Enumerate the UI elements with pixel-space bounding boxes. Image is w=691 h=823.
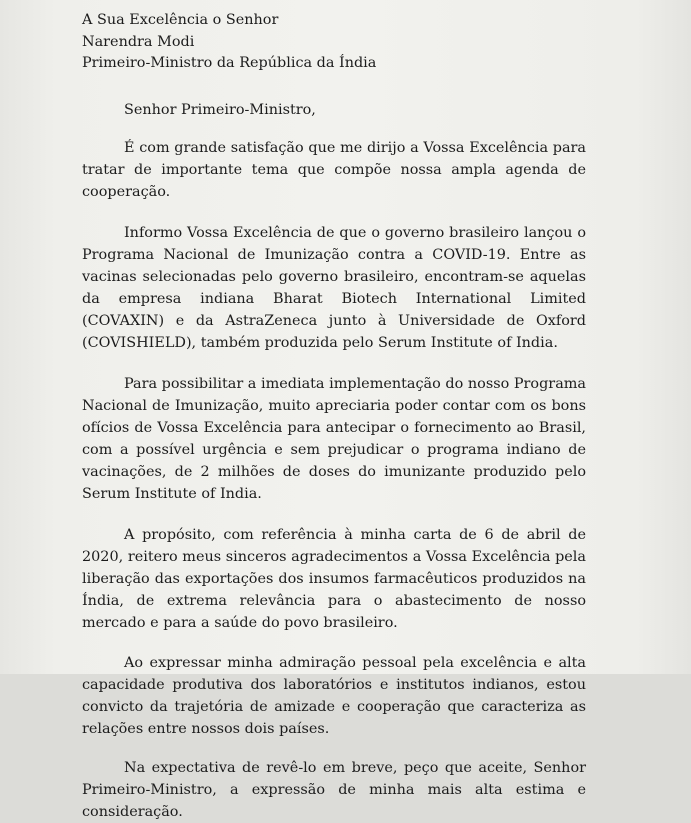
- paragraph-2: Informo Vossa Excelência de que o governo brasileiro lançou o Programa Nacional de Imunização contra a COVID-19. Entre as vacinas selecionadas pelo governo brasileiro, encontram-se aquelas da empresa indiana Bharat Biotech International Limited (COVAXIN) e da AstraZeneca junto à Universidade de Oxford (COVISHIELD), também produzida pelo Serum Institute of India.: [82, 224, 586, 351]
- paragraph-3: Para possibilitar a imediata implementação do nosso Programa Nacional de Imunização, muito apreciaria poder contar com os bons ofícios de Vossa Excelência para antecipar o fornecimento ao Brasil, com a possível urgência e sem prejudicar o programa indiano de vacinações, de 2 milhões de doses do imunizante produzido pelo Serum Institute of India.: [82, 375, 586, 502]
- addressee-line-3: Primeiro-Ministro da República da Índia: [82, 55, 377, 71]
- addressee-line-1: A Sua Excelência o Senhor: [82, 12, 279, 28]
- paragraph-1: É com grande satisfação que me dirijo a Vossa Excelência para tratar de importante tema que compõe nossa ampla agenda de cooperação.: [82, 139, 586, 200]
- salutation: Senhor Primeiro-Ministro,: [124, 101, 316, 118]
- addressee-line-2: Narendra Modi: [82, 33, 195, 50]
- letter-body: [82, 10, 586, 823]
- paragraph-4: A propósito, com referência à minha carta de 6 de abril de 2020, reitero meus sinceros agradecimentos a Vossa Excelência pela liberação das exportações dos insumos farmacêuticos produzidos na Índia, de extrema relevância para o abastecimento de nosso mercado e para a saúde do povo brasileiro.: [82, 526, 586, 631]
- paragraph-6: Na expectativa de revê-lo em breve, peço que aceite, Senhor Primeiro-Ministro, a expressão de minha mais alta estima e consideração.: [82, 759, 586, 820]
- paragraph-5: Ao expressar minha admiração pessoal pela excelência e alta capacidade produtiva dos laboratórios e institutos indianos, estou convicto da trajetória de amizade e cooperação que caracteriza as relações entre nossos dois países.: [82, 654, 586, 737]
- addressee-block: [82, 10, 586, 75]
